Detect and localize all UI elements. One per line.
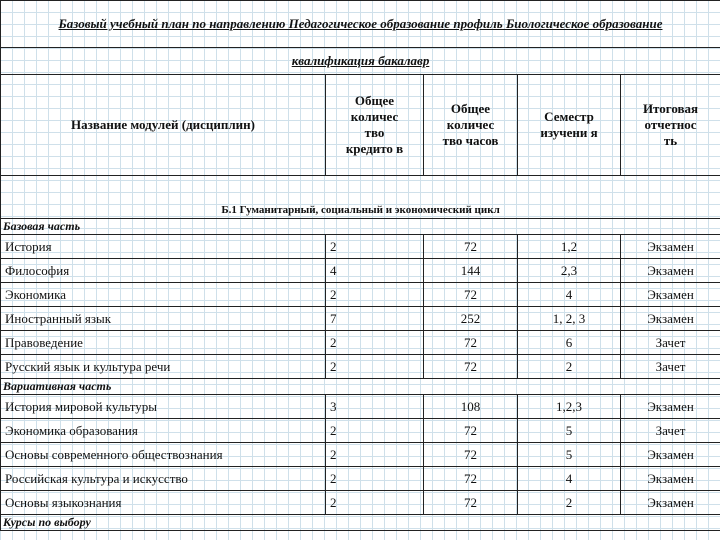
discipline-name: Основы языкознания [1, 491, 326, 515]
credits-cell: 2 [326, 283, 424, 307]
credits-cell: 3 [326, 395, 424, 419]
section-title: Базовая часть [1, 219, 720, 235]
hours-cell: 72 [424, 235, 518, 259]
semester-cell: 1, 2, 3 [518, 307, 621, 331]
assessment-cell: Экзамен [621, 467, 720, 491]
discipline-name: Экономика [1, 283, 326, 307]
hours-cell: 72 [424, 283, 518, 307]
header-hours [424, 75, 518, 176]
discipline-name: Философия [1, 259, 326, 283]
hours-cell: 108 [424, 395, 518, 419]
assessment-cell: Экзамен [621, 307, 720, 331]
table-row [1, 307, 720, 331]
semester-cell: 5 [518, 443, 621, 467]
hours-cell: 72 [424, 443, 518, 467]
assessment-cell: Экзамен [621, 283, 720, 307]
discipline-name: Иностранный язык [1, 307, 326, 331]
discipline-name: Основы современного обществознания [1, 443, 326, 467]
credits-cell: 2 [326, 419, 424, 443]
credits-cell: 4 [326, 259, 424, 283]
header-assessment-text: Итоговая отчетнос ть [642, 101, 699, 148]
assessment-cell: Зачет [621, 419, 720, 443]
hours-cell: 252 [424, 307, 518, 331]
semester-cell: 1,2,3 [518, 395, 621, 419]
table-row [1, 419, 720, 443]
semester-cell: 5 [518, 419, 621, 443]
discipline-name: История [1, 235, 326, 259]
qualification-label: квалификация бакалавр [1, 48, 720, 75]
table-row [1, 283, 720, 307]
header-name: Название модулей (дисциплин) [1, 75, 326, 176]
credits-cell: 7 [326, 307, 424, 331]
discipline-name: Русский язык и культура речи [1, 355, 326, 379]
table-row [1, 355, 720, 379]
assessment-cell: Экзамен [621, 491, 720, 515]
discipline-name: Российская культура и искусство [1, 467, 326, 491]
hours-cell: 72 [424, 491, 518, 515]
table-row [1, 467, 720, 491]
table-row [1, 259, 720, 283]
header-semester-text: Семестр изучени я [540, 109, 598, 140]
assessment-cell: Экзамен [621, 395, 720, 419]
hours-cell: 144 [424, 259, 518, 283]
assessment-cell: Зачет [621, 331, 720, 355]
header-credits [326, 75, 424, 176]
assessment-cell: Экзамен [621, 235, 720, 259]
cycle-title: Б.1 Гуманитарный, социальный и экономический цикл [1, 176, 720, 219]
table-row [1, 235, 720, 259]
semester-cell: 1,2 [518, 235, 621, 259]
credits-cell: 2 [326, 467, 424, 491]
credits-cell: 2 [326, 443, 424, 467]
semester-cell: 2 [518, 491, 621, 515]
table-row [1, 443, 720, 467]
hours-cell: 72 [424, 355, 518, 379]
discipline-name: Экономика образования [1, 419, 326, 443]
hours-cell: 72 [424, 331, 518, 355]
section-title: Вариативная часть [1, 379, 720, 395]
section-title: Курсы по выбору [1, 515, 720, 531]
table-row [1, 491, 720, 515]
credits-cell: 2 [326, 331, 424, 355]
assessment-cell: Экзамен [621, 259, 720, 283]
assessment-cell: Экзамен [621, 443, 720, 467]
header-hours-text: Общее количес тво часов [442, 101, 499, 148]
plan-title: Базовый учебный план по направлению Педагогическое образование профиль Биологическое образование [1, 1, 720, 48]
table-row [1, 331, 720, 355]
hours-cell: 72 [424, 467, 518, 491]
discipline-name: История мировой культуры [1, 395, 326, 419]
header-credits-text: Общее количес тво кредито в [345, 93, 404, 156]
header-assessment [621, 75, 720, 176]
discipline-name: Правоведение [1, 331, 326, 355]
semester-cell: 4 [518, 283, 621, 307]
semester-cell: 6 [518, 331, 621, 355]
semester-cell: 2 [518, 355, 621, 379]
semester-cell: 4 [518, 467, 621, 491]
header-semester [518, 75, 621, 176]
hours-cell: 72 [424, 419, 518, 443]
semester-cell: 2,3 [518, 259, 621, 283]
credits-cell: 2 [326, 235, 424, 259]
table-row [1, 395, 720, 419]
credits-cell: 2 [326, 491, 424, 515]
credits-cell: 2 [326, 355, 424, 379]
assessment-cell: Зачет [621, 355, 720, 379]
